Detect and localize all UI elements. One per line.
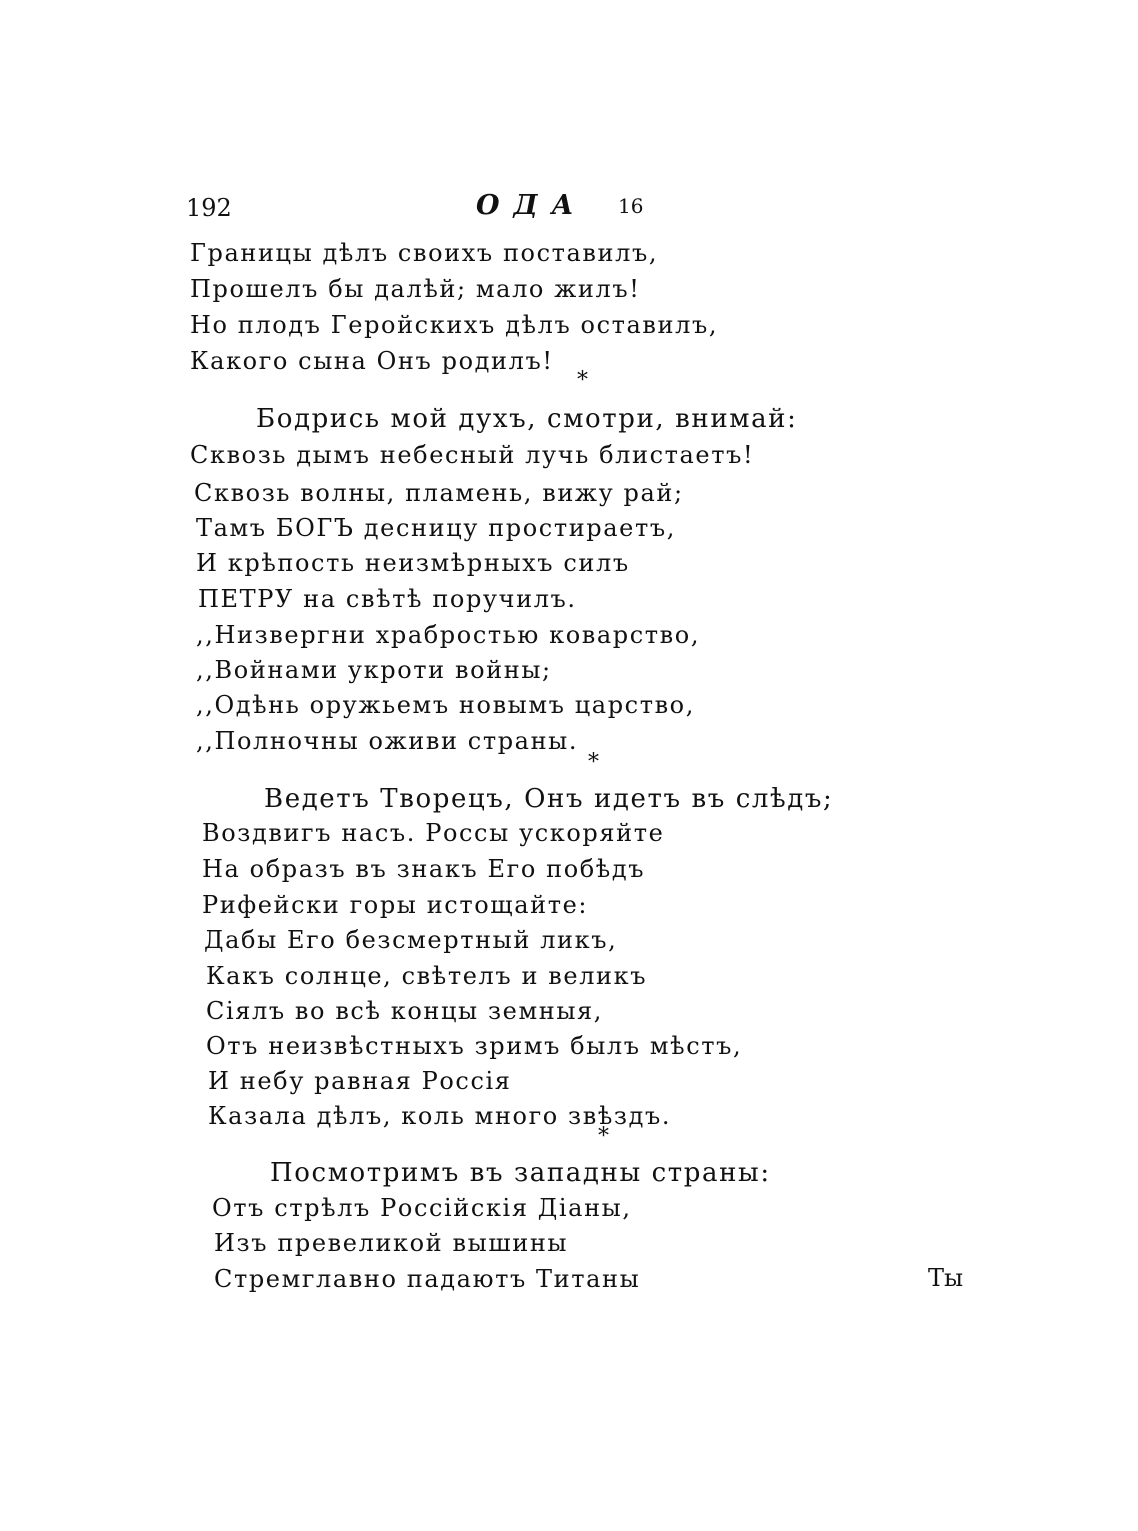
stanza-separator: *	[577, 368, 588, 393]
page-number: 192	[186, 194, 232, 222]
verse-line: ,,Низвергни храбростью коварство,	[196, 621, 701, 649]
stanza-separator: *	[598, 1124, 609, 1149]
verse-line: Изъ превеликой вышины	[214, 1229, 569, 1257]
verse-line: ,,Полночны оживи страны.	[196, 727, 579, 755]
verse-line: Какого сына Онъ родилъ!	[190, 347, 554, 375]
verse-line: Казала дѣлъ, коль много звѣздъ.	[208, 1102, 672, 1130]
verse-line: Отъ неизвѣстныхъ зримъ былъ мѣстъ,	[206, 1032, 743, 1060]
verse-line: И небу равная Россія	[208, 1067, 512, 1095]
verse-line: Но плодъ Геройскихъ дѣлъ оставилъ,	[190, 311, 719, 339]
running-title: ОДА	[476, 190, 588, 221]
verse-line: ПЕТРУ на свѣтѣ поручилъ.	[198, 585, 577, 613]
verse-line: И крѣпость неизмѣрныхъ силъ	[196, 549, 630, 577]
verse-line: Рифейски горы истощайте:	[202, 891, 589, 919]
verse-line: Сквозь дымъ небесный лучь блистаетъ!	[190, 441, 755, 469]
verse-line: Дабы Его безсмертный ликъ,	[204, 926, 618, 954]
verse-line: Тамъ БОГЪ десницу простираетъ,	[196, 514, 676, 542]
verse-line: Ведетъ Творецъ, Онъ идетъ въ слѣдъ;	[264, 784, 834, 814]
verse-line: Отъ стрѣлъ Россійскія Діаны,	[212, 1194, 632, 1222]
verse-line: Прошелъ бы далѣй; мало жилъ!	[190, 275, 641, 303]
verse-line: На образъ въ знакъ Его побѣдъ	[202, 855, 646, 883]
verse-line: Стремглавно падаютъ Титаны	[214, 1265, 641, 1293]
page-header	[186, 190, 706, 230]
verse-line: ,,Войнами укроти войны;	[196, 656, 552, 684]
verse-line: Воздвигъ насъ. Россы ускоряйте	[202, 819, 665, 847]
verse-line: ,,Одѣнь оружьемъ новымъ царство,	[196, 691, 695, 719]
verse-line: Бодрись мой духъ, смотри, внимай:	[256, 404, 798, 434]
stanza-separator: *	[588, 750, 599, 775]
verse-line: Какъ солнце, свѣтелъ и великъ	[206, 962, 648, 990]
verse-line: Сквозь волны, пламень, вижу рай;	[194, 479, 684, 507]
verse-line: Границы дѣлъ своихъ поставилъ,	[190, 239, 659, 267]
verse-line: Сіялъ во всѣ концы земныя,	[206, 997, 604, 1025]
signature-mark: 16	[618, 194, 644, 218]
verse-line: Посмотримъ въ западны страны:	[270, 1158, 771, 1188]
catchword: Ты	[928, 1264, 964, 1292]
